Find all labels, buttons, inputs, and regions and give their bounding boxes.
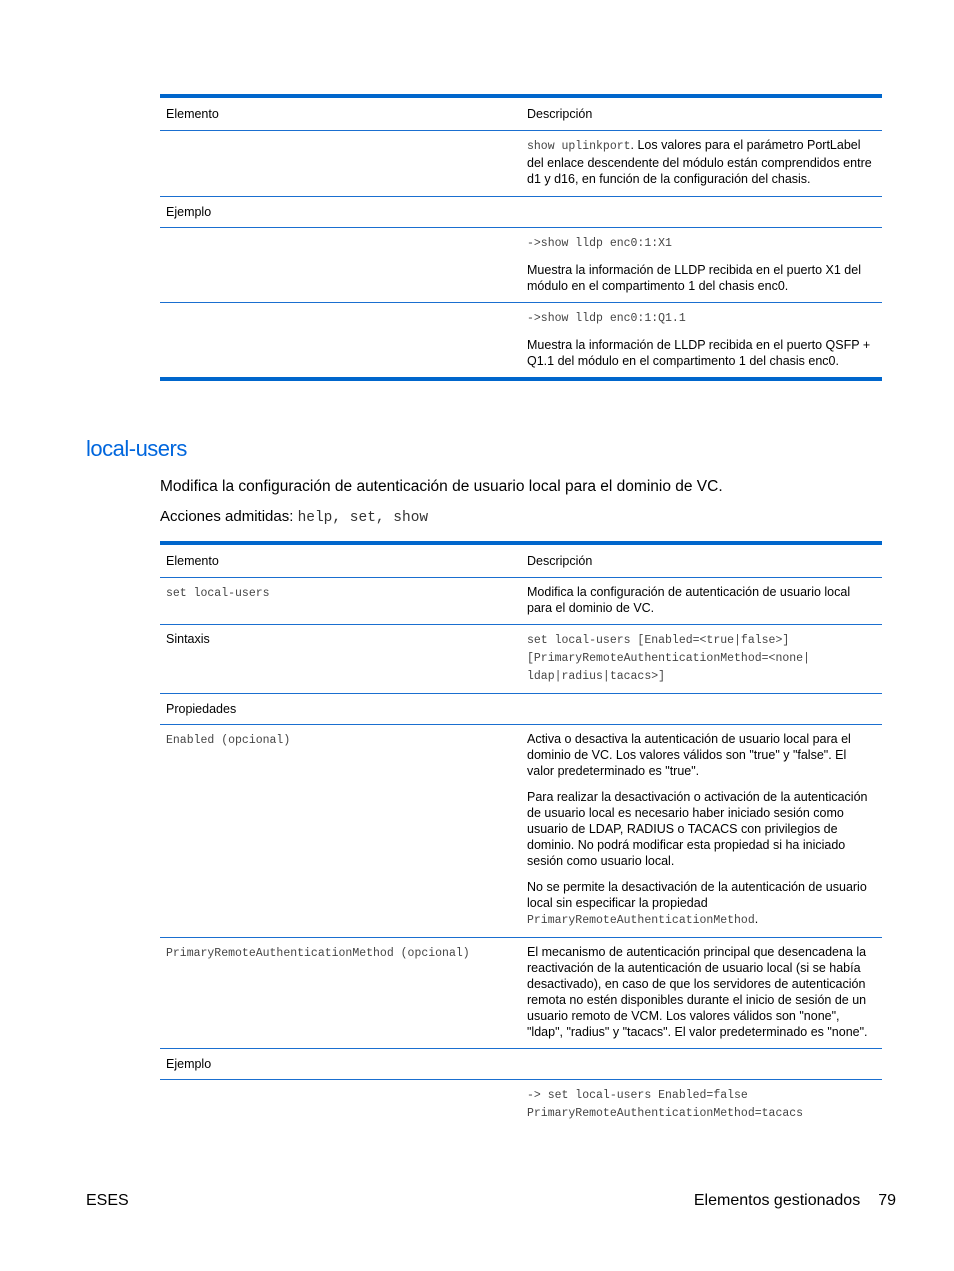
- label-propiedades: Propiedades: [166, 702, 237, 716]
- table-local-users: [160, 541, 882, 1130]
- example-description: Muestra la información de LLDP recibida en el puerto X1 del módulo en el compartimento 1 del chasis enc0.: [527, 263, 861, 293]
- description-text: No se permite la desactivación de la autenticación de usuario local sin especificar la propiedad: [527, 880, 867, 910]
- cell-property: [160, 938, 521, 1049]
- cell-syntax: [521, 625, 882, 694]
- cell-description: [521, 725, 882, 938]
- table-row: [160, 197, 882, 228]
- supported-actions: [160, 508, 428, 526]
- cell-command: [160, 578, 521, 625]
- description-paragraph: Para realizar la desactivación o activación de la autenticación de usuario local es necesario haber iniciado sesión como usuario de LDAP, RADIUS o TACACS con privilegios de dominio. No podrá modificar esta propiedad si ha iniciado sesión como usuario local.: [527, 790, 868, 868]
- property-reference: PrimaryRemoteAuthenticationMethod: [527, 914, 755, 927]
- footer-page-info: [694, 1192, 896, 1210]
- table-row: [160, 1049, 882, 1080]
- example-line: -> set local-users Enabled=false: [527, 1089, 748, 1102]
- table-row: [160, 228, 882, 303]
- header-elemento: Elemento: [160, 543, 521, 578]
- table-row: [160, 578, 882, 625]
- code-example-x1: ->show lldp enc0:1:X1: [527, 237, 672, 250]
- header-elemento: Elemento: [160, 96, 521, 131]
- label-ejemplo: Ejemplo: [166, 205, 212, 219]
- table-row: [160, 694, 882, 725]
- table-header-row: [160, 96, 882, 131]
- cell-description: El mecanismo de autenticación principal que desencadena la reactivación de la autenticación de usuario local (si se había desactivado), en caso de que los servidores de autenticación remota no estén disponibles durante el inicio de sesión de un usuario remoto de VCM. Los valores válidos son "none", "ldap", "radius" y "tacacs". El valor predeterminado es "none".: [527, 945, 868, 1039]
- cell-example: [521, 303, 882, 380]
- table-row: [160, 938, 882, 1049]
- actions-colon: :: [289, 508, 294, 525]
- cell-description: [521, 131, 882, 197]
- property-enabled: Enabled (opcional): [166, 734, 291, 747]
- table-row: [160, 625, 882, 694]
- header-descripcion: Descripción: [521, 96, 882, 131]
- header-descripcion: Descripción: [521, 543, 882, 578]
- actions-label: Acciones admitidas: [160, 508, 290, 525]
- code-example-q1: ->show lldp enc0:1:Q1.1: [527, 312, 686, 325]
- cell-example: [521, 1080, 882, 1131]
- cell-empty: [521, 694, 882, 725]
- cell-empty: [160, 1080, 521, 1131]
- example-line: PrimaryRemoteAuthenticationMethod=tacacs: [527, 1107, 804, 1120]
- description-paragraph: Activa o desactiva la autenticación de usuario local para el dominio de VC. Los valores válidos son "true" y "false". El valor predeterminado es "true".: [527, 732, 851, 778]
- section-intro: Modifica la configuración de autenticación de usuario local para el dominio de VC.: [160, 478, 723, 495]
- cell-description: Modifica la configuración de autenticación de usuario local para el dominio de VC.: [527, 585, 851, 615]
- syntax-line: ldap|radius|tacacs>]: [527, 670, 666, 683]
- section-title: local-users: [86, 436, 187, 461]
- table-header-row: [160, 543, 882, 578]
- footer-locale: ESES: [86, 1192, 129, 1209]
- description-text: . Los valores para el parámetro PortLabel del enlace descendente del módulo están comprendidos entre d1 y d16, en función de la configuración del chasis.: [527, 138, 872, 186]
- page-number: 79: [878, 1192, 896, 1209]
- table-show-lldp: [160, 94, 882, 381]
- table-row: [160, 1080, 882, 1131]
- example-description: Muestra la información de LLDP recibida en el puerto QSFP + Q1.1 del módulo en el compartimento 1 del chasis enc0.: [527, 338, 871, 368]
- cell-property: [160, 725, 521, 938]
- cell-empty: [160, 228, 521, 303]
- syntax-line: set local-users [Enabled=<true|false>]: [527, 634, 790, 647]
- table-row: [160, 725, 882, 938]
- period: .: [754, 912, 759, 926]
- cell-example: [521, 228, 882, 303]
- table-row: [160, 131, 882, 197]
- code-show-uplinkport: show uplinkport: [527, 140, 631, 153]
- description-paragraph: [527, 879, 876, 929]
- cell-empty: [521, 1049, 882, 1080]
- label-ejemplo: Ejemplo: [166, 1057, 212, 1071]
- footer-chapter: Elementos gestionados: [693, 1192, 861, 1209]
- cell-empty: [160, 131, 521, 197]
- syntax-line: [PrimaryRemoteAuthenticationMethod=<none|: [527, 652, 810, 665]
- table-row: [160, 303, 882, 380]
- code-set-local-users: set local-users: [166, 587, 270, 600]
- actions-value: help, set, show: [297, 510, 429, 526]
- property-primary-remote-auth: PrimaryRemoteAuthenticationMethod (opcional): [166, 947, 470, 960]
- cell-empty: [160, 303, 521, 380]
- cell-empty: [521, 197, 882, 228]
- label-sintaxis: Sintaxis: [166, 632, 210, 646]
